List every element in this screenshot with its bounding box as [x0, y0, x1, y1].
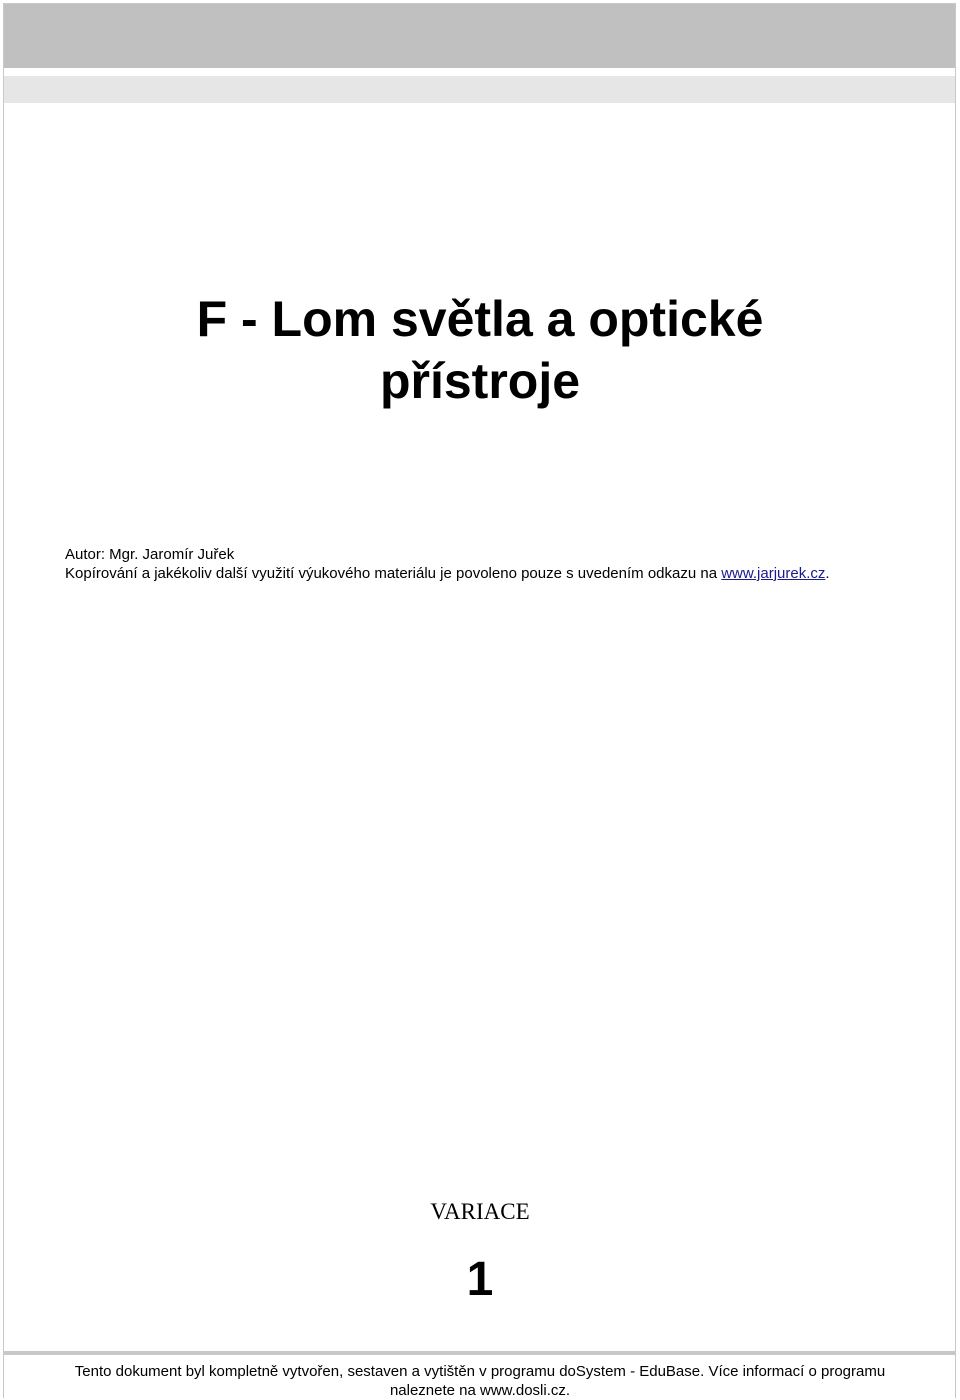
document-title [0, 288, 960, 412]
header-subband [4, 76, 955, 103]
title-line-1: F - Lom světla a optické [196, 291, 764, 347]
footer-line-1: Tento dokument byl kompletně vytvořen, sestaven a vytištěn v programu doSystem - EduBase. Více informací o programu [74, 1363, 886, 1380]
header-band [4, 4, 955, 68]
website-link[interactable]: www.jarjurek.cz [721, 565, 826, 582]
copyright-text: Kopírování a jakékoliv další využití výukového materiálu je povoleno pouze s uvedením odkazu na [65, 565, 722, 582]
title-line-2: přístroje [379, 353, 581, 409]
variant-label: VARIACE [430, 1199, 530, 1224]
footer-divider [4, 1351, 955, 1355]
author-line: Autor: Mgr. Jaromír Juřek [65, 546, 235, 563]
page-frame [3, 3, 956, 1398]
copyright-notice [65, 564, 830, 584]
footer-line-2: naleznete na www.dosli.cz. [389, 1382, 571, 1399]
copyright-period: . [825, 565, 830, 582]
variant-number: 1 [466, 1253, 494, 1306]
footer [0, 1362, 960, 1400]
